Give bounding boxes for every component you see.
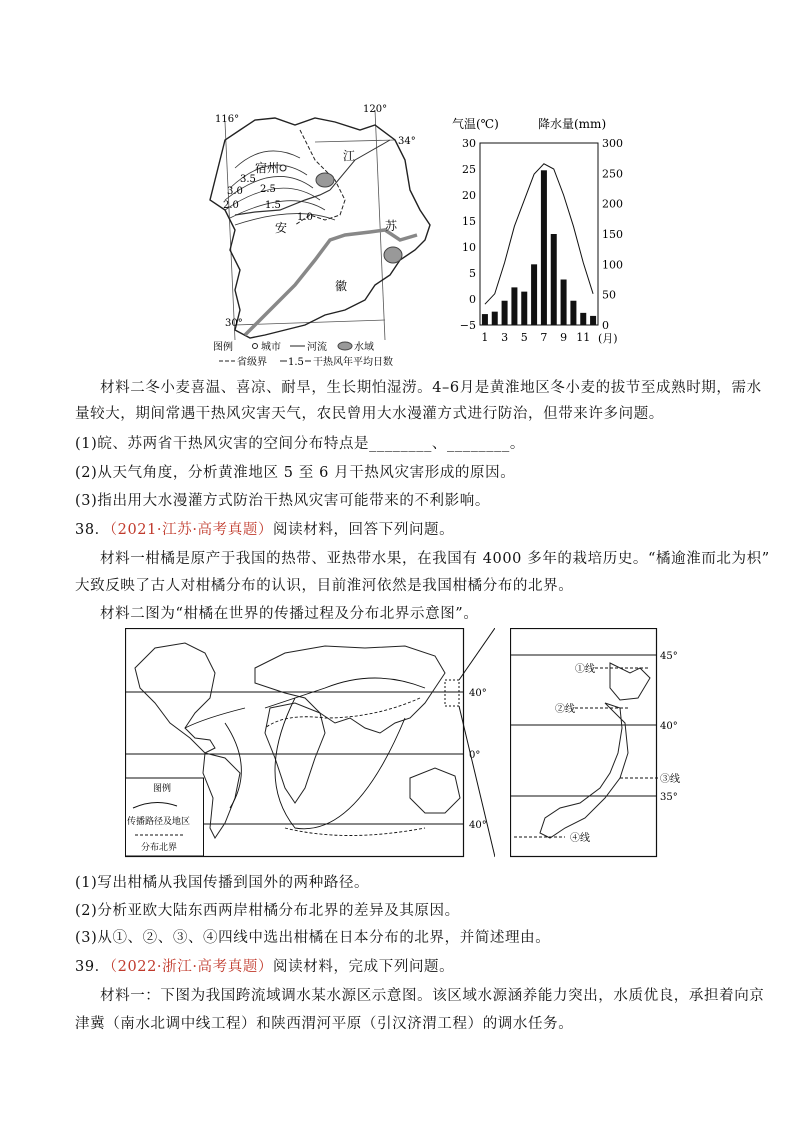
right-axis-title: 降水量(mm)	[538, 117, 607, 131]
left-tick-label: −5	[459, 319, 476, 332]
month-tick-label: 3	[501, 331, 509, 344]
question-38-header	[75, 517, 454, 543]
question-39-header	[75, 954, 454, 980]
precip-bar	[511, 287, 517, 325]
line-1-label: ①线	[575, 664, 595, 675]
month-tick-label: 11	[576, 331, 591, 344]
precip-bar	[531, 264, 537, 325]
month-tick-label: 1	[481, 331, 489, 344]
right-tick-label: 150	[602, 228, 623, 241]
lon-left-label: 116°	[215, 114, 240, 125]
lat-35-label: 35°	[660, 792, 678, 803]
left-axis-title: 气温(℃)	[452, 117, 499, 131]
precip-bar	[551, 234, 557, 325]
para-material2: 材料二冬小麦喜温、喜凉、耐旱，生长期怕湿涝。4–6月是黄淮地区冬小麦的拔节至成熟时期，需水	[100, 380, 762, 396]
line-2-label: ②线	[555, 704, 575, 715]
question-prompt: 阅读材料，完成下列问题。	[273, 959, 455, 975]
right-tick-label: 200	[602, 197, 623, 211]
precip-bar	[570, 301, 576, 325]
contour-label: 3.0	[227, 186, 243, 197]
question-number: 38．	[75, 522, 110, 538]
line-3-label: ③线	[660, 774, 680, 785]
left-tick-label: 5	[469, 267, 476, 280]
month-tick-label: 9	[560, 331, 568, 344]
left-tick-label: 0	[469, 293, 476, 306]
precip-bar	[482, 314, 488, 325]
legend-title: 图例	[153, 784, 172, 794]
province-an: 安	[275, 221, 288, 235]
month-tick-label: 7	[540, 331, 548, 344]
month-tick-label: 5	[520, 331, 528, 344]
left-tick-label: 20	[462, 189, 476, 202]
right-tick-label: 250	[602, 167, 623, 181]
contour-label: 1.0	[297, 212, 313, 223]
lat-top-label: 34°	[398, 136, 416, 147]
left-tick-label: 15	[462, 215, 476, 228]
precip-bar	[580, 313, 586, 325]
lat-40-label: 40°	[660, 721, 678, 732]
right-tick-label: 0	[602, 319, 609, 332]
question-prompt: 阅读材料，回答下列问题。	[273, 522, 455, 538]
contour-label: 2.0	[223, 200, 239, 211]
right-tick-label: 50	[602, 288, 616, 302]
question-number: 39．	[75, 959, 110, 975]
right-tick-label: 100	[602, 258, 623, 272]
precip-bar	[561, 280, 567, 326]
city-marker	[280, 165, 286, 171]
lat-40s-label: 40°	[469, 820, 487, 831]
q39-material1-cont: 津冀（南水北调中线工程）和陕西渭河平原（引汉济渭工程）的调水任务。	[75, 1016, 574, 1032]
legend-river: 河流	[307, 342, 327, 353]
question-37-2: (2)从天气角度，分析黄淮地区 5 至 6 月干热风灾害形成的原因。	[75, 465, 516, 481]
question-38-1: (1)写出柑橘从我国传播到国外的两种路径。	[75, 875, 370, 891]
legend-water: 水域	[354, 342, 374, 353]
precip-bar	[502, 301, 508, 325]
para-material2-cont: 量较大，期间常遇干热风灾害天气，农民曾用大水漫灌方式进行防治，但带来许多问题。	[75, 406, 664, 422]
question-37-1: (1)皖、苏两省干热风灾害的空间分布特点是________、________。	[75, 436, 525, 452]
legend-title: 图例	[213, 342, 233, 353]
lon-right-label: 120°	[363, 104, 388, 115]
question-source: （2021·江苏·高考真题）	[109, 522, 274, 538]
precip-bar	[492, 312, 498, 325]
question-38-3: (3)从①、②、③、④四线中选出柑橘在日本分布的北界，并简述理由。	[75, 930, 551, 946]
right-tick-label: 300	[602, 137, 623, 150]
precip-bar	[590, 316, 596, 325]
precip-bar	[541, 170, 547, 325]
legend-contour-value: 1.5	[288, 357, 304, 368]
month-unit: (月)	[598, 332, 618, 345]
legend-border: 省级界	[237, 357, 267, 368]
contour-label: 3.5	[240, 174, 256, 185]
q38-material1-cont: 大致反映了古人对柑橘分布的认识，目前淮河依然是我国柑橘分布的北界。	[75, 578, 574, 594]
province-jiang: 江	[343, 149, 356, 163]
temperature-curve	[485, 164, 593, 304]
legend-city: 城市	[261, 342, 281, 353]
lat-0-label: 0°	[469, 750, 481, 761]
left-tick-label: 25	[462, 163, 476, 176]
precip-bar	[521, 292, 527, 325]
contour-label: 2.5	[260, 184, 276, 195]
province-hui: 徽	[335, 279, 348, 293]
line-4-label: ④线	[570, 833, 590, 844]
question-source: （2022·浙江·高考真题）	[109, 959, 274, 975]
question-37-3: (3)指出用大水漫灌方式防治干热风灾害可能带来的不利影响。	[75, 493, 490, 509]
huaihe-drought-map	[195, 100, 445, 370]
q39-material1: 材料一：下图为我国跨流域调水某水源区示意图。该区域水源涵养能力突出，水质优良，承担着向京	[100, 988, 765, 1004]
legend-path: 传播路径及地区	[127, 817, 191, 827]
q38-material1: 材料一柑橘是原产于我国的热带、亚热带水果，在我国有 4000 多年的栽培历史。“橘逾淮而北为枳”	[100, 551, 770, 567]
question-38-2: (2)分析亚欧大陆东西两岸柑橘分布北界的差异及其原因。	[75, 903, 460, 919]
lat-40n-label: 40°	[469, 688, 487, 699]
city-label: 宿州	[255, 161, 280, 175]
lat-45-label: 45°	[660, 651, 678, 662]
contour-label: 1.5	[265, 200, 281, 211]
q38-material2: 材料二图为“柑橘在世界的传播过程及分布北界示意图”。	[100, 606, 479, 622]
lat-bottom-label: 30°	[225, 318, 243, 329]
left-tick-label: 30	[462, 137, 476, 150]
japan-inset-map	[510, 628, 690, 860]
legend-contour: 干热风年平均日数	[313, 357, 393, 368]
left-tick-label: 10	[462, 241, 476, 254]
citrus-world-map	[125, 628, 495, 860]
climate-chart	[450, 112, 630, 352]
province-su: 苏	[385, 219, 398, 233]
legend-boundary: 分布北界	[141, 843, 178, 853]
